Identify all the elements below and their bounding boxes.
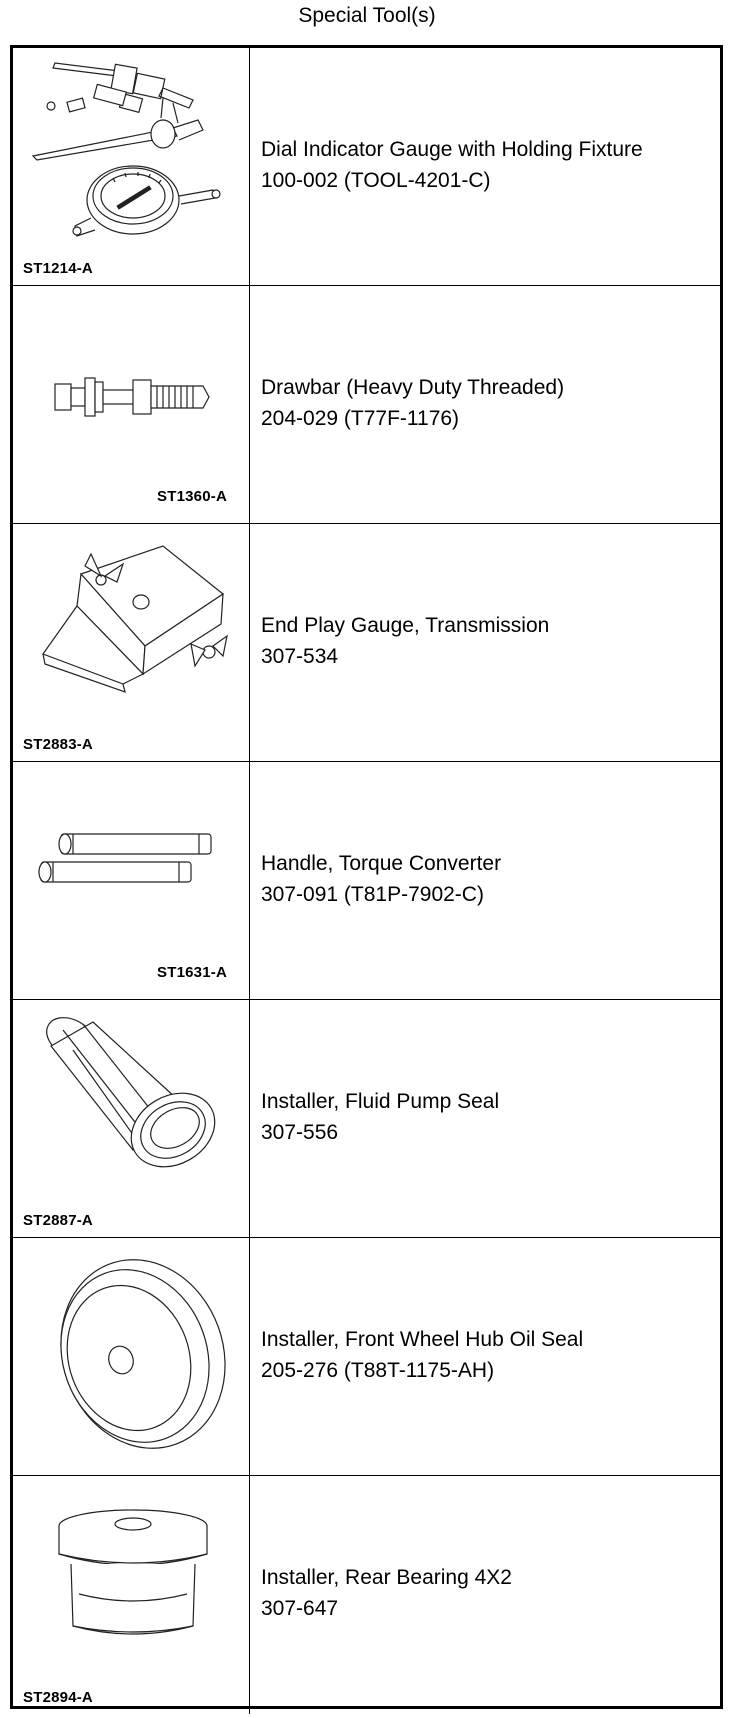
tool-code: ST2894-A	[23, 1689, 93, 1706]
dial-indicator-gauge-icon	[13, 48, 250, 285]
tool-row	[13, 286, 720, 524]
tool-number: 205-276 (T88T-1175-AH)	[261, 1359, 495, 1382]
tool-image-cell	[13, 48, 250, 285]
tool-description	[261, 610, 716, 672]
tool-image-cell	[13, 1000, 250, 1237]
tool-image-cell	[13, 1476, 250, 1714]
end-play-gauge-icon	[13, 524, 250, 761]
tool-image-cell	[13, 286, 250, 523]
tool-image-cell	[13, 1238, 250, 1475]
tool-name: Drawbar (Heavy Duty Threaded)	[261, 376, 565, 399]
tool-row	[13, 48, 720, 286]
tool-image-cell	[13, 524, 250, 761]
tool-row	[13, 1238, 720, 1476]
tool-code: ST1214-A	[23, 260, 93, 277]
special-tools-table	[10, 45, 723, 1709]
tool-description	[261, 372, 716, 434]
tool-name: End Play Gauge, Transmission	[261, 614, 550, 637]
tool-name: Dial Indicator Gauge with Holding Fixture	[261, 138, 643, 161]
tool-description	[261, 848, 716, 910]
tool-name: Installer, Front Wheel Hub Oil Seal	[261, 1328, 584, 1351]
tool-image-cell	[13, 762, 250, 999]
tool-code: ST2883-A	[23, 736, 93, 753]
tool-name: Installer, Fluid Pump Seal	[261, 1090, 500, 1113]
tool-number: 307-091 (T81P-7902-C)	[261, 883, 484, 906]
tool-row	[13, 524, 720, 762]
tool-code: ST2887-A	[23, 1212, 93, 1229]
tool-number: 307-556	[261, 1121, 339, 1144]
tool-code: ST1631-A	[157, 964, 227, 981]
tool-number: 307-534	[261, 645, 339, 668]
hub-oil-seal-installer-icon	[13, 1238, 250, 1475]
tool-number: 307-647	[261, 1597, 339, 1620]
tool-code: ST1360-A	[157, 488, 227, 505]
tool-description	[261, 134, 716, 196]
tool-row	[13, 1476, 720, 1714]
tool-description	[261, 1324, 716, 1386]
tool-row	[13, 762, 720, 1000]
tool-description	[261, 1562, 716, 1624]
tool-number: 204-029 (T77F-1176)	[261, 407, 460, 430]
tool-number: 100-002 (TOOL-4201-C)	[261, 169, 491, 192]
rear-bearing-installer-icon	[13, 1476, 250, 1713]
tool-row	[13, 1000, 720, 1238]
tool-description	[261, 1086, 716, 1148]
tool-name: Handle, Torque Converter	[261, 852, 502, 875]
page-title: Special Tool(s)	[298, 4, 436, 27]
fluid-pump-seal-installer-icon	[13, 1000, 250, 1237]
tool-name: Installer, Rear Bearing 4X2	[261, 1566, 512, 1589]
